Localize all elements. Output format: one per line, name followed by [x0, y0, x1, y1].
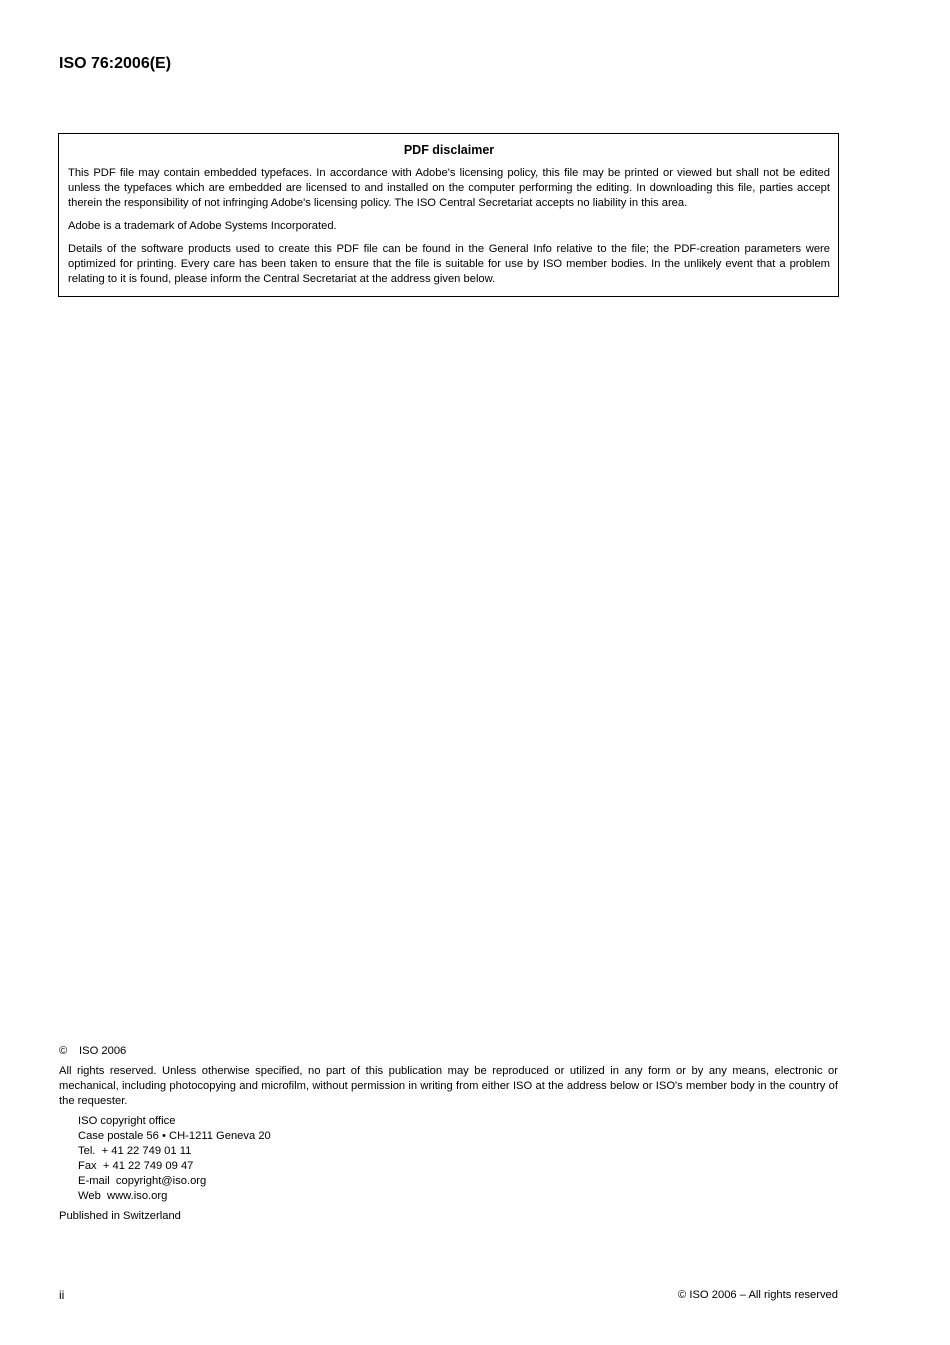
address-phone: Tel. + 41 22 749 01 11 [78, 1145, 192, 1157]
disclaimer-paragraph: Adobe is a trademark of Adobe Systems Incorporated. [68, 220, 337, 232]
published-location: Published in Switzerland [59, 1210, 181, 1222]
disclaimer-paragraph: This PDF file may contain embedded typefaces. In accordance with Adobe's licensing policy, this file may be printed or viewed but shall not be edited unless the typefaces which are embedded are licensed to and installed on the computer performing the editing. In downloading this file, parties accept therein the responsibility of not infringing Adobe's licensing policy. The ISO Central Secretariat accepts no liability in this area. [68, 167, 830, 209]
address-web: Web www.iso.org [78, 1190, 168, 1202]
disclaimer-title: PDF disclaimer [403, 143, 495, 157]
copyright-block [59, 1044, 838, 1224]
address-email: E-mail copyright@iso.org [78, 1175, 207, 1187]
copyright-symbol: © [59, 1045, 68, 1057]
document-id: ISO 76:2006(E) [59, 55, 172, 72]
footer-copyright: © ISO 2006 – All rights reserved [678, 1289, 838, 1301]
rights-statement: All rights reserved. Unless otherwise specified, no part of this publication may be reproduced or utilized in any form or by any means, electronic or mechanical, including photocopying and microfilm, without permission in writing from either ISO at the address below or ISO's member body in the country of the requester. [59, 1065, 838, 1107]
disclaimer-paragraph: Details of the software products used to create this PDF file can be found in the General Info relative to the file; the PDF-creation parameters were optimized for printing. Every care has been taken to ensure that the file is suitable for use by ISO member bodies. In the unlikely event that a problem relating to it is found, please inform the Central Secretariat at the address given below. [68, 243, 830, 285]
copyright-year: ISO 2006 [79, 1045, 127, 1057]
copyright-office-address [78, 1114, 838, 1204]
address-fax: Fax + 41 22 749 09 47 [78, 1160, 194, 1172]
address-line: ISO copyright office [78, 1115, 176, 1127]
pdf-disclaimer-box [58, 133, 839, 297]
copyright-year-line [59, 1044, 838, 1059]
page-number: ii [59, 1288, 65, 1302]
address-line: Case postale 56 • CH-1211 Geneva 20 [78, 1130, 271, 1142]
